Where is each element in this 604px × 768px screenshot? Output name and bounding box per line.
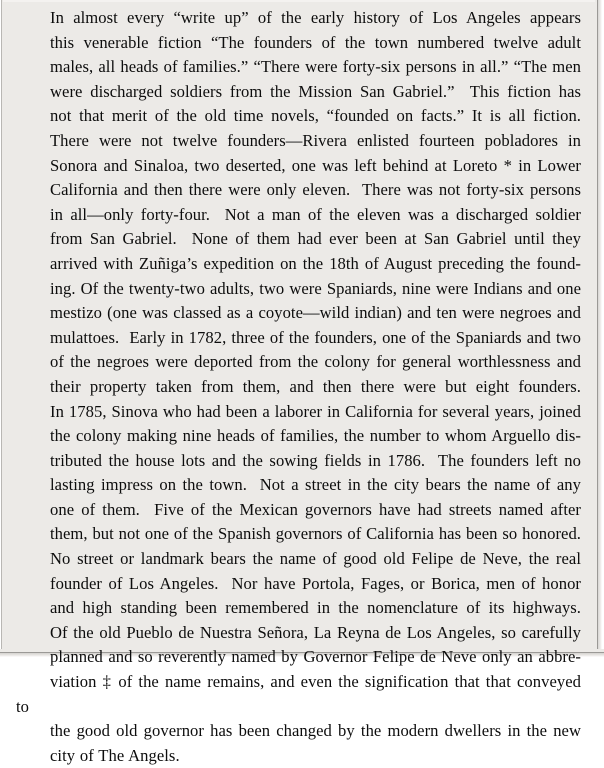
text-line: California and then there were only eleven. There was not forty-six persons (50, 180, 581, 200)
text-line: There were not twelve founders—Rivera enlisted fourteen pobladores in (50, 130, 581, 150)
body-paragraph (16, 6, 586, 768)
text-line: one of them. Five of the Mexican governors have had streets named after (50, 499, 581, 519)
text-line: them, but not one of the Spanish governors of California has been so honored. (50, 524, 581, 544)
text-line: this venerable fiction “The founders of the town numbered twelve adult (50, 32, 581, 52)
article-body (16, 6, 586, 768)
text-line: Sonora and Sinaloa, two deserted, one was left behind at Loreto * in Lower (50, 155, 581, 175)
text-line: tributed the house lots and the sowing fields in 1786. The founders left no (50, 450, 581, 470)
text-line: lasting impress on the town. Not a street in the city bears the name of any (50, 475, 581, 495)
text-line: not that merit of the old time novels, “founded on facts.” It is all fiction. (50, 106, 581, 126)
text-line: and high standing been remembered in the nomenclature of its highways. (50, 598, 581, 618)
text-line: mestizo (one was classed as a coyote—wild indian) and ten were negroes and (50, 303, 581, 323)
text-line: were discharged soldiers from the Mission San Gabriel.” This fiction has (50, 81, 581, 101)
text-line: in all—only forty-four. Not a man of the eleven was a discharged soldier (50, 204, 581, 224)
text-line: No street or landmark bears the name of good old Felipe de Neve, the real (50, 549, 581, 569)
text-line: of the negroes were deported from the colony for general worthlessness and (50, 352, 581, 372)
text-line: their property taken from them, and then there were but eight founders. (50, 376, 581, 396)
text-line: planned and so reverently named by Governor Felipe de Neve only an abbre- (50, 647, 581, 667)
text-line: males, all heads of families.” “There were forty-six persons in all.” “The men (50, 57, 581, 77)
page-left-edge (0, 0, 3, 659)
text-line: founder of Los Angeles. Nor have Portola, Fages, or Borica, men of honor (50, 573, 581, 593)
page-right-edge (595, 0, 604, 659)
text-line: from San Gabriel. None of them had ever been at San Gabriel until they (50, 229, 581, 249)
text-line: In almost every “write up” of the early history of Los Angeles appears (50, 8, 581, 27)
text-line: the colony making nine heads of families, the number to whom Arguello dis- (50, 426, 581, 446)
text-line: arrived with Zuñiga’s expedition on the 18th of August preceding the found- (50, 253, 581, 273)
text-line: the good old governor has been changed by the modern dwellers in the new (50, 721, 581, 741)
text-line: mulattoes. Early in 1782, three of the founders, one of the Spaniards and two (50, 327, 581, 347)
text-line: ing. Of the twenty-two adults, two were Spaniards, nine were Indians and one (50, 278, 581, 298)
text-line: Of the old Pueblo de Nuestra Señora, La Reyna de Los Angeles, so carefully (50, 622, 581, 642)
text-line: In 1785, Sinova who had been a laborer in California for several years, joined (50, 401, 581, 421)
text-line: viation ‡ of the name remains, and even the signification that that conveyed to (16, 672, 586, 716)
page-top-edge (0, 0, 604, 2)
text-line: city of The Angels. (50, 745, 180, 765)
